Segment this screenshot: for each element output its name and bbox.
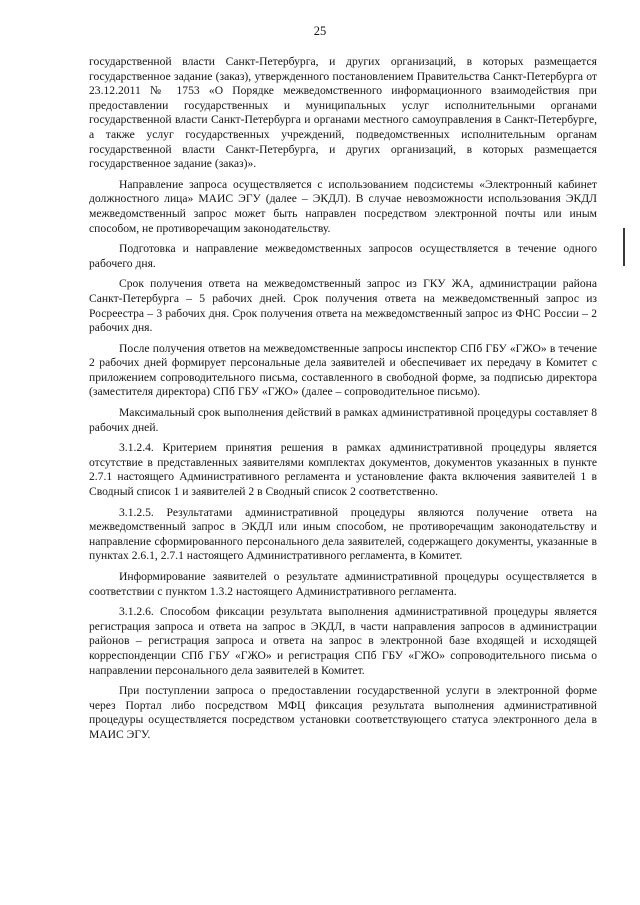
paragraph-continuation: государственной власти Санкт-Петербурга, и других организаций, в которых размещается государственное задание (заказ), утвержденного постановлением Правительства Санкт-Петербурга от 23.12.2011 № 1753 «О Порядке межведомственного информационного взаимодействия при предоставлении государственных и муниципальных услуг исполнительными органами государственной власти Санкт-Петербурга и органами местного самоуправления в Санкт-Петербурге, а также услуг государственных учреждений, подведомственных исполнительным органам государственной власти Санкт-Петербурга, и других организаций, в которых размещается государственное задание (заказ)». — [89, 55, 597, 171]
document-body — [89, 55, 597, 749]
paragraph-response-terms: Срок получения ответа на межведомственный запрос из ГКУ ЖА, администрации района Санкт-Петербурга – 5 рабочих дней. Срок получения ответа на межведомственный запрос из Росреестра – 3 рабочих дня. Срок получения ответа на межведомственный запрос из ФНС России – 2 рабочих дня. — [89, 277, 597, 335]
paragraph-3-1-2-4: 3.1.2.4. Критерием принятия решения в рамках административной процедуры является отсутствие в представленных заявителями комплектах документов, документов указанных в пункте 2.7.1 настоящего Административного регламента и установление факта включения заявителей 1 в Сводный список 1 и заявителей 2 в Сводный список 2 соответственно. — [89, 441, 597, 499]
page-number: 25 — [313, 24, 327, 38]
paragraph-3-1-2-6: 3.1.2.6. Способом фиксации результата выполнения административной процедуры является регистрация запроса и ответа на запрос в ЭКДЛ, в части направления запросов в администрации районов – регистрация запроса и ответа на запрос в электронной базе входящей и исходящей корреспонденции СПб ГБУ «ГЖО» и регистрация СПб ГБУ «ГЖО» сопроводительного письма о направлении персонального дела заявителей в Комитет. — [89, 605, 597, 677]
paragraph-3-1-2-5: 3.1.2.5. Результатами административной процедуры являются получение ответа на межведомственный запрос в ЭКДЛ или иным способом, не противоречащим законодательству и направление сформированного персонального дела заявителей, содержащего документы, указанные в пунктах 2.6.1, 2.7.1 настоящего Административного регламента, в Комитет. — [89, 505, 597, 563]
paragraph-max-term: Максимальный срок выполнения действий в рамках административной процедуры составляет 8 рабочих дней. — [89, 406, 597, 434]
paragraph-informing: Информирование заявителей о результате административной процедуры осуществляется в соответствии с пунктом 1.3.2 настоящего Административного регламента. — [89, 570, 597, 598]
paragraph-request-direction: Направление запроса осуществляется с использованием подсистемы «Электронный кабинет должностного лица» МАИС ЭГУ (далее – ЭКДЛ). В случае невозможности использования ЭКДЛ межведомственный запрос может быть направлен посредством электронной почты или иным способом, не противоречащим законодательству. — [89, 177, 597, 235]
paragraph-electronic-form: При поступлении запроса о предоставлении государственной услуги в электронной форме через Портал либо посредством МФЦ фиксация результата выполнения административной процедуры осуществляется посредством установки соответствующего статуса электронного дела в МАИС ЭГУ. — [89, 684, 597, 741]
paragraph-preparation: Подготовка и направление межведомственных запросов осуществляется в течение одного рабочего дня. — [89, 242, 597, 270]
paragraph-after-responses: После получения ответов на межведомственные запросы инспектор СПб ГБУ «ГЖО» в течение 2 рабочих дней формирует персональные дела заявителей и обеспечивает их передачу в Комитет с приложением сопроводительного письма, составленного в свободной форме, за подписью директора (заместителя директора) СПб ГБУ «ГЖО» (далее – сопроводительное письмо). — [89, 341, 597, 399]
margin-scan-mark — [623, 228, 625, 266]
